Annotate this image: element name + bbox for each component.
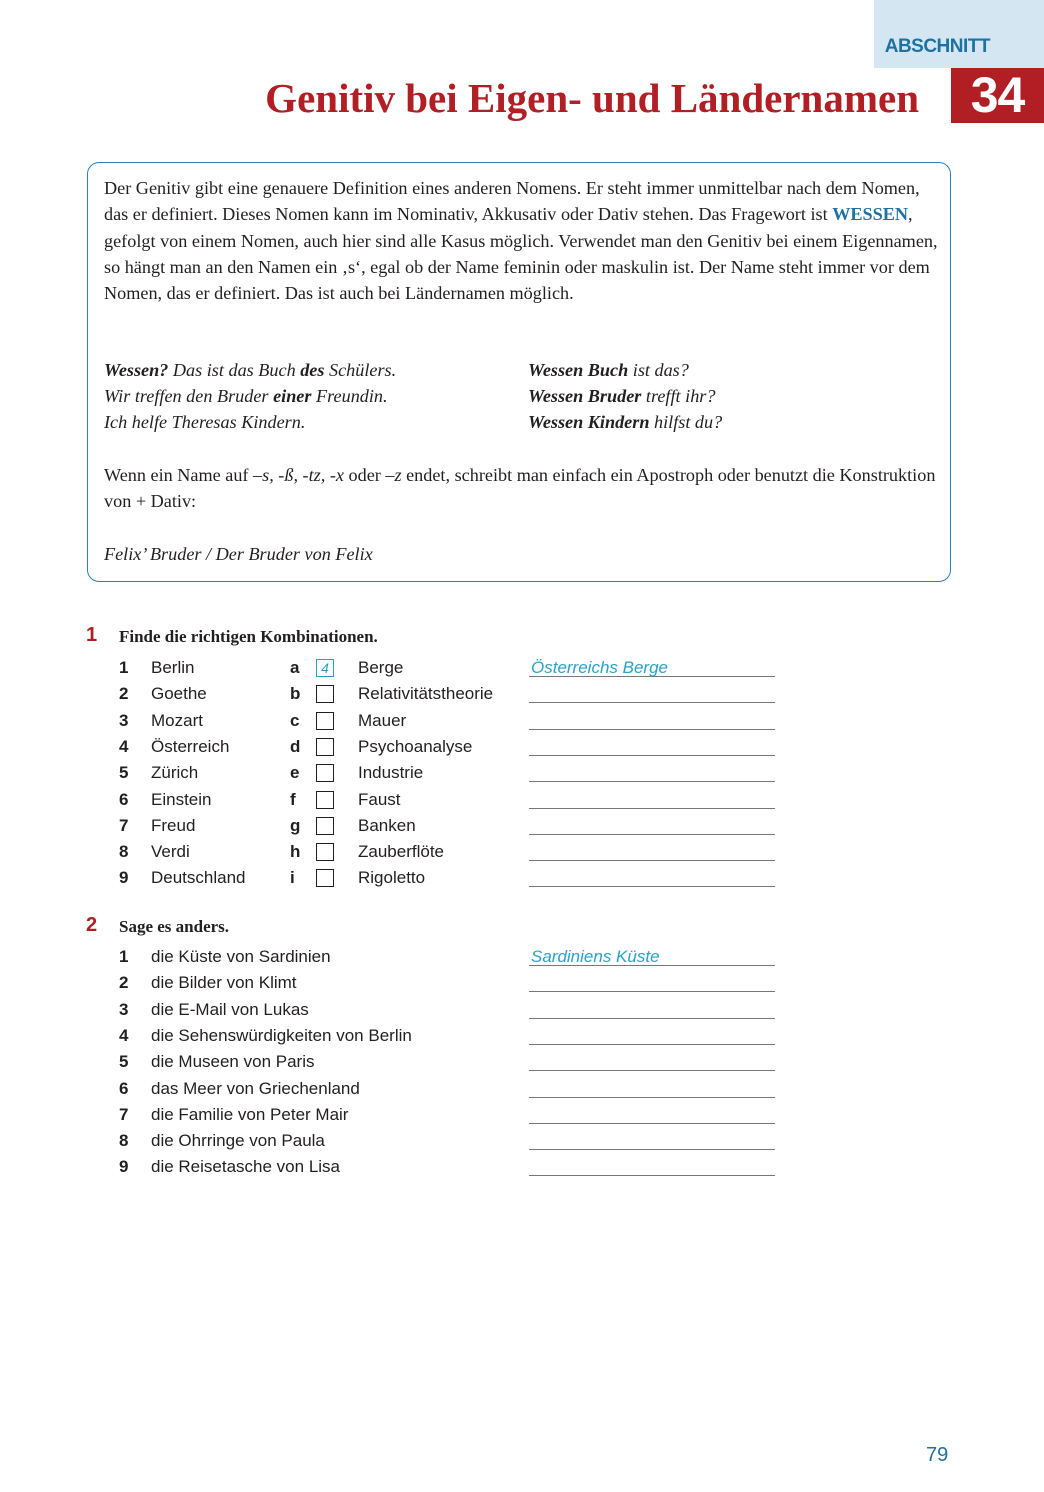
option-letter: i — [290, 868, 295, 888]
name-item: Zürich — [151, 763, 199, 783]
example-right-3 — [528, 409, 722, 435]
answer-line[interactable] — [529, 729, 775, 730]
rule-ending-z: –z — [385, 465, 402, 485]
answer-line[interactable] — [529, 1018, 775, 1019]
noun-option: Mauer — [358, 710, 407, 730]
answer-line[interactable] — [529, 965, 775, 966]
answer-line[interactable] — [529, 808, 775, 809]
exercise-1-row — [0, 790, 1044, 816]
row-number: 2 — [119, 684, 129, 704]
example-bold: einer — [273, 386, 312, 406]
row-number: 8 — [119, 1131, 129, 1151]
example-bold: Wessen Bruder — [528, 386, 642, 406]
phrase-item: die Ohrringe von Paula — [151, 1131, 325, 1151]
answer-line[interactable] — [529, 991, 775, 992]
answer-text: Sardiniens Küste — [531, 947, 660, 966]
keyword-wessen: WESSEN — [832, 204, 909, 225]
exercise-1-row — [0, 816, 1044, 842]
name-item: Verdi — [151, 842, 190, 862]
noun-option: Relativitätstheorie — [358, 684, 494, 704]
phrase-item: das Meer von Griechenland — [151, 1078, 360, 1098]
rule-text: oder — [343, 465, 386, 485]
row-number: 6 — [119, 1078, 129, 1098]
name-item: Deutschland — [151, 868, 246, 888]
row-number: 8 — [119, 842, 129, 862]
noun-option: Zauberflöte — [358, 842, 444, 862]
grammar-info-box — [87, 162, 951, 582]
option-letter: h — [290, 842, 301, 862]
row-number: 4 — [119, 1025, 129, 1045]
name-item: Mozart — [151, 710, 203, 730]
example-right-2 — [528, 383, 715, 409]
section-number-badge: 34 — [951, 68, 1044, 123]
noun-option: Rigoletto — [358, 868, 426, 888]
option-letter: a — [290, 658, 300, 677]
row-number: 7 — [119, 1104, 129, 1124]
answer-line[interactable] — [529, 1123, 775, 1124]
example-text: Das ist das Buch — [168, 360, 301, 380]
example-text: Freundin. — [311, 386, 388, 406]
answer-checkbox[interactable] — [316, 764, 334, 782]
example-text: ist das? — [628, 360, 689, 380]
example-text: Ich helfe Theresas Kindern. — [104, 412, 306, 432]
name-item: Einstein — [151, 789, 212, 809]
exercise-2-row — [0, 947, 1044, 973]
example-left-2 — [104, 383, 388, 409]
example-text: hilfst du? — [649, 412, 723, 432]
rule-endings: –s, -ß, -tz, -x — [253, 465, 344, 485]
exercise-2-row — [0, 1000, 1044, 1026]
name-item: Freud — [151, 815, 196, 835]
phrase-item: die Küste von Sardinien — [151, 947, 331, 966]
exercise-1-row — [0, 737, 1044, 763]
rule-paragraph — [104, 462, 939, 515]
exercise-2-row — [0, 1105, 1044, 1131]
exercise-1-row — [0, 868, 1044, 894]
answer-line[interactable] — [529, 1044, 775, 1045]
exercise-2-instruction: Sage es anders. — [119, 917, 230, 936]
phrase-item: die Familie von Peter Mair — [151, 1104, 349, 1124]
answer-checkbox[interactable] — [316, 712, 334, 730]
exercise-2-row — [0, 1026, 1044, 1052]
answer-checkbox[interactable] — [316, 685, 334, 703]
phrase-item: die Sehenswürdigkeiten von Berlin — [151, 1025, 412, 1045]
example-bold: Wessen Kindern — [528, 412, 650, 432]
answer-checkbox[interactable]: 4 — [316, 659, 334, 677]
noun-option: Industrie — [358, 763, 424, 783]
exercise-2-row — [0, 1131, 1044, 1157]
example-left-1 — [104, 357, 396, 383]
answer-line[interactable] — [529, 834, 775, 835]
row-number: 2 — [119, 973, 129, 993]
exercise-1-row — [0, 684, 1044, 710]
answer-text: Österreichs Berge — [531, 658, 668, 677]
option-letter: d — [290, 736, 301, 756]
noun-option: Psychoanalyse — [358, 736, 473, 756]
example-bold: Wessen? — [104, 360, 169, 380]
example-bold: des — [300, 360, 325, 380]
exercise-2-row — [0, 1079, 1044, 1105]
intro-paragraph — [104, 175, 939, 306]
exercise-2-row — [0, 1052, 1044, 1078]
noun-option: Berge — [358, 658, 404, 677]
example-right-1 — [528, 357, 689, 383]
row-number: 3 — [119, 710, 129, 730]
row-number: 1 — [119, 658, 129, 677]
exercise-1-instruction: Finde die richtigen Kombinationen. — [119, 627, 378, 646]
noun-option: Banken — [358, 815, 416, 835]
row-number: 3 — [119, 999, 129, 1019]
row-number: 1 — [119, 947, 129, 966]
answer-line[interactable] — [529, 860, 775, 861]
intro-text-1: Der Genitiv gibt eine genauere Definition eines anderen Nomens. Er steht immer unmittelbar nach dem Nomen, das er definiert. Dieses Nomen kann im Nominativ, Akkusativ oder Dativ stehen. Das Fragewort ist — [104, 178, 920, 225]
answer-checkbox[interactable] — [316, 817, 334, 835]
option-letter: f — [290, 789, 296, 809]
row-number: 6 — [119, 789, 129, 809]
option-letter: e — [290, 763, 300, 783]
answer-line[interactable] — [529, 781, 775, 782]
name-item: Goethe — [151, 684, 207, 704]
phrase-item: die Reisetasche von Lisa — [151, 1157, 341, 1177]
example-text: Schülers. — [324, 360, 397, 380]
answer-line[interactable] — [529, 1097, 775, 1098]
answer-line[interactable] — [529, 755, 775, 756]
exercise-2-row — [0, 1157, 1044, 1183]
answer-line[interactable] — [529, 1175, 775, 1176]
answer-checkbox[interactable] — [316, 738, 334, 756]
option-letter: g — [290, 815, 301, 835]
name-item: Berlin — [151, 658, 195, 677]
intro-text-2: , gefolgt von einem Nomen, auch hier sind alle Kasus möglich. Verwendet man den Genitiv bei einem Eigennamen, so hängt man an den Namen ein ‚s‘, egal ob der Name feminin oder maskulin ist. Der Name steht immer vor dem Nomen, das er definiert. Das ist auch bei Ländernamen möglich. — [104, 204, 938, 304]
page-number: 79 — [926, 1444, 949, 1466]
answer-checkbox[interactable] — [316, 791, 334, 809]
exercise-1-row — [0, 658, 1044, 684]
rule-text: endet, schreibt man einfach ein Apostroph oder benutzt die Konstruktion von + Dativ: — [104, 465, 936, 512]
exercise-1-row — [0, 763, 1044, 789]
page-title: Genitiv bei Eigen- und Ländernamen — [265, 75, 919, 121]
exercise-2-row — [0, 973, 1044, 999]
answer-line[interactable] — [529, 702, 775, 703]
answer-line[interactable] — [529, 676, 775, 677]
section-label: ABSCHNITT — [884, 36, 990, 57]
name-item: Österreich — [151, 736, 230, 756]
example-bold: Wessen Buch — [528, 360, 629, 380]
exercise-1-number: 1 — [86, 624, 98, 646]
section-tab — [874, 0, 1044, 68]
exercise-1-row — [0, 842, 1044, 868]
phrase-item: die Bilder von Klimt — [151, 973, 297, 993]
answer-checkbox[interactable] — [316, 843, 334, 861]
phrase-item: die Museen von Paris — [151, 1052, 315, 1072]
answer-checkbox[interactable] — [316, 869, 334, 887]
exercise-2-number: 2 — [86, 914, 98, 936]
answer-line[interactable] — [529, 1149, 775, 1150]
exercise-1-row — [0, 711, 1044, 737]
option-letter: b — [290, 684, 301, 704]
answer-line[interactable] — [529, 886, 775, 887]
row-number: 7 — [119, 815, 129, 835]
row-number: 5 — [119, 763, 129, 783]
example-left-3 — [104, 409, 305, 435]
noun-option: Faust — [358, 789, 401, 809]
answer-line[interactable] — [529, 1070, 775, 1071]
example-text: Wir treffen den Bruder — [104, 386, 274, 406]
row-number: 9 — [119, 868, 129, 888]
final-example: Felix’ Bruder / Der Bruder von Felix — [104, 544, 373, 564]
option-letter: c — [290, 710, 300, 730]
row-number: 9 — [119, 1157, 129, 1177]
phrase-item: die E-Mail von Lukas — [151, 999, 309, 1019]
example-text: trefft ihr? — [641, 386, 716, 406]
row-number: 4 — [119, 736, 129, 756]
rule-text: Wenn ein Name auf — [104, 465, 254, 485]
row-number: 5 — [119, 1052, 129, 1072]
